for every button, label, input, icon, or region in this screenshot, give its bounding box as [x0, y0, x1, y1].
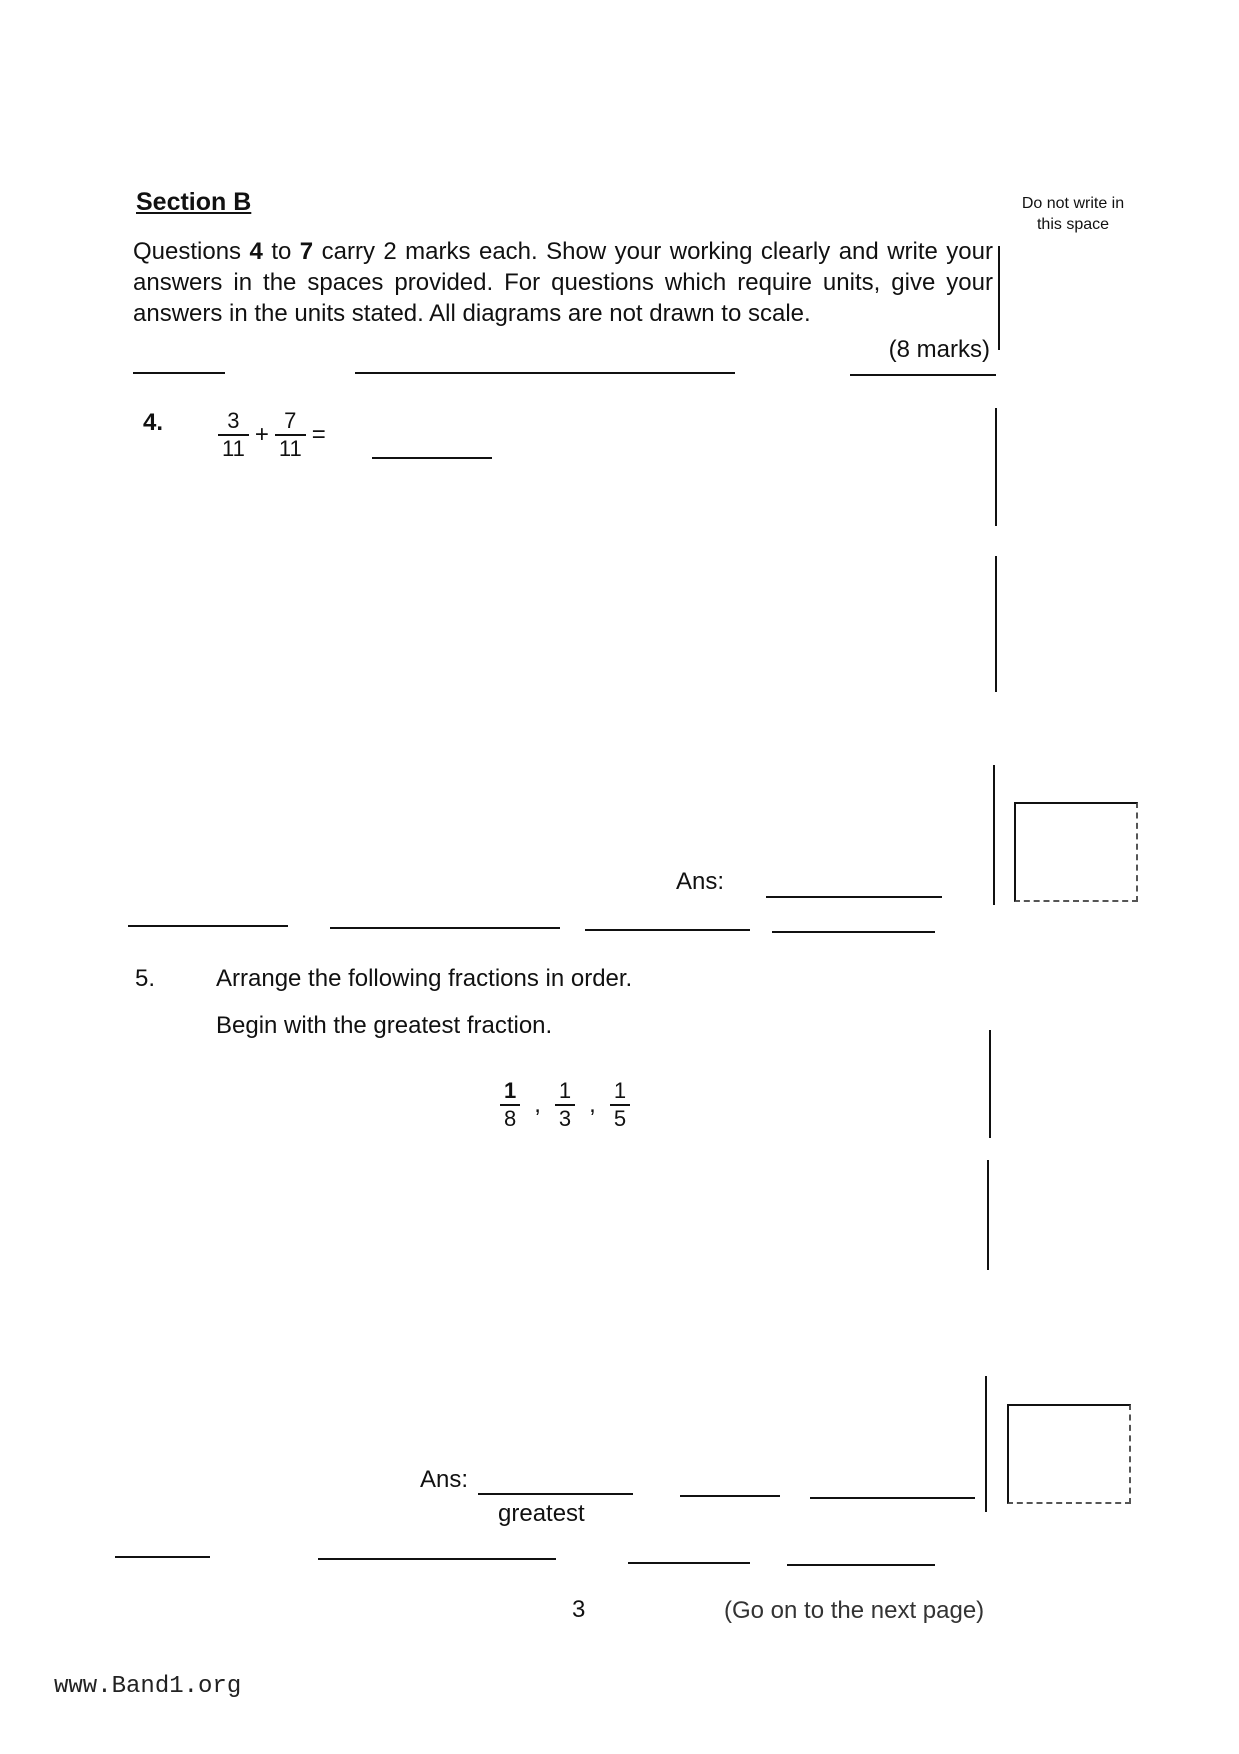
- mark-box: [1014, 802, 1138, 902]
- separator-line: [850, 374, 996, 376]
- instructions-text-1: Questions: [133, 238, 250, 265]
- separator-line: [628, 1562, 750, 1564]
- separator-line: [330, 927, 560, 929]
- comma: ,: [534, 1091, 541, 1118]
- mark-box: [1007, 1404, 1131, 1504]
- fraction-denominator: 5: [610, 1104, 630, 1132]
- next-page-note: (Go on to the next page): [724, 1597, 985, 1624]
- question-5-line-1: Arrange the following fractions in order.: [216, 965, 633, 992]
- fraction-denominator: 11: [275, 434, 306, 462]
- question-5-fractions: [500, 1078, 630, 1132]
- plus-sign: +: [254, 421, 269, 448]
- answer-line[interactable]: [810, 1497, 975, 1499]
- instructions-q-end: 7: [299, 238, 314, 265]
- question-5-ans-label: Ans:: [420, 1466, 469, 1493]
- margin-line: [998, 246, 1000, 350]
- fraction-numerator: 7: [284, 408, 297, 433]
- answer-line[interactable]: [766, 896, 942, 898]
- question-4-expression: [218, 408, 326, 462]
- question-4-number: 4.: [143, 409, 164, 436]
- section-title: Section B: [136, 188, 252, 216]
- page-number: 3: [572, 1596, 586, 1623]
- fraction-denominator: 3: [555, 1104, 575, 1132]
- equals-sign: =: [311, 421, 326, 448]
- answer-line[interactable]: [680, 1495, 780, 1497]
- side-note: Do not write in this space: [1021, 195, 1125, 233]
- margin-line: [987, 1160, 989, 1270]
- instructions-q-start: 4: [249, 238, 263, 265]
- fraction-denominator: 11: [218, 434, 249, 462]
- watermark: www.Band1.org: [54, 1673, 242, 1700]
- separator-line: [787, 1564, 935, 1566]
- comma: ,: [589, 1091, 596, 1118]
- margin-line: [995, 556, 997, 692]
- separator-line: [115, 1556, 210, 1558]
- instructions-text-3: carry 2 marks each. Show your working clearly and write your answers in the spaces provided. For questions which require units, give your answers in the units stated. All diagrams are not drawn to scale.: [133, 238, 993, 327]
- separator-line: [585, 929, 750, 931]
- separator-line: [128, 925, 288, 927]
- instructions-text-2: to: [262, 238, 300, 265]
- total-marks: (8 marks): [888, 336, 990, 363]
- separator-line: [355, 372, 735, 374]
- margin-line: [993, 765, 995, 905]
- question-4-ans-label: Ans:: [676, 868, 725, 895]
- answer-line[interactable]: [478, 1493, 633, 1495]
- fraction-numerator: 3: [227, 408, 240, 433]
- margin-line: [989, 1030, 991, 1138]
- fraction-denominator: 8: [500, 1104, 520, 1132]
- fraction: [555, 1078, 575, 1132]
- margin-line: [985, 1376, 987, 1512]
- question-5-number: 5.: [135, 965, 156, 992]
- question-5-line-2: Begin with the greatest fraction.: [216, 1012, 553, 1039]
- fraction: [500, 1078, 520, 1132]
- fraction-numerator: 1: [613, 1078, 627, 1103]
- separator-line: [133, 372, 225, 374]
- separator-line: [772, 931, 935, 933]
- fraction-numerator: 1: [558, 1078, 572, 1103]
- fraction: [610, 1078, 630, 1132]
- margin-line: [995, 408, 997, 526]
- fraction-numerator: 1: [504, 1078, 517, 1103]
- answer-blank[interactable]: [372, 457, 492, 459]
- fraction: [275, 408, 306, 462]
- question-5-ans-sublabel: greatest: [498, 1500, 585, 1527]
- fraction: [218, 408, 249, 462]
- separator-line: [318, 1558, 556, 1560]
- instructions: [133, 236, 993, 329]
